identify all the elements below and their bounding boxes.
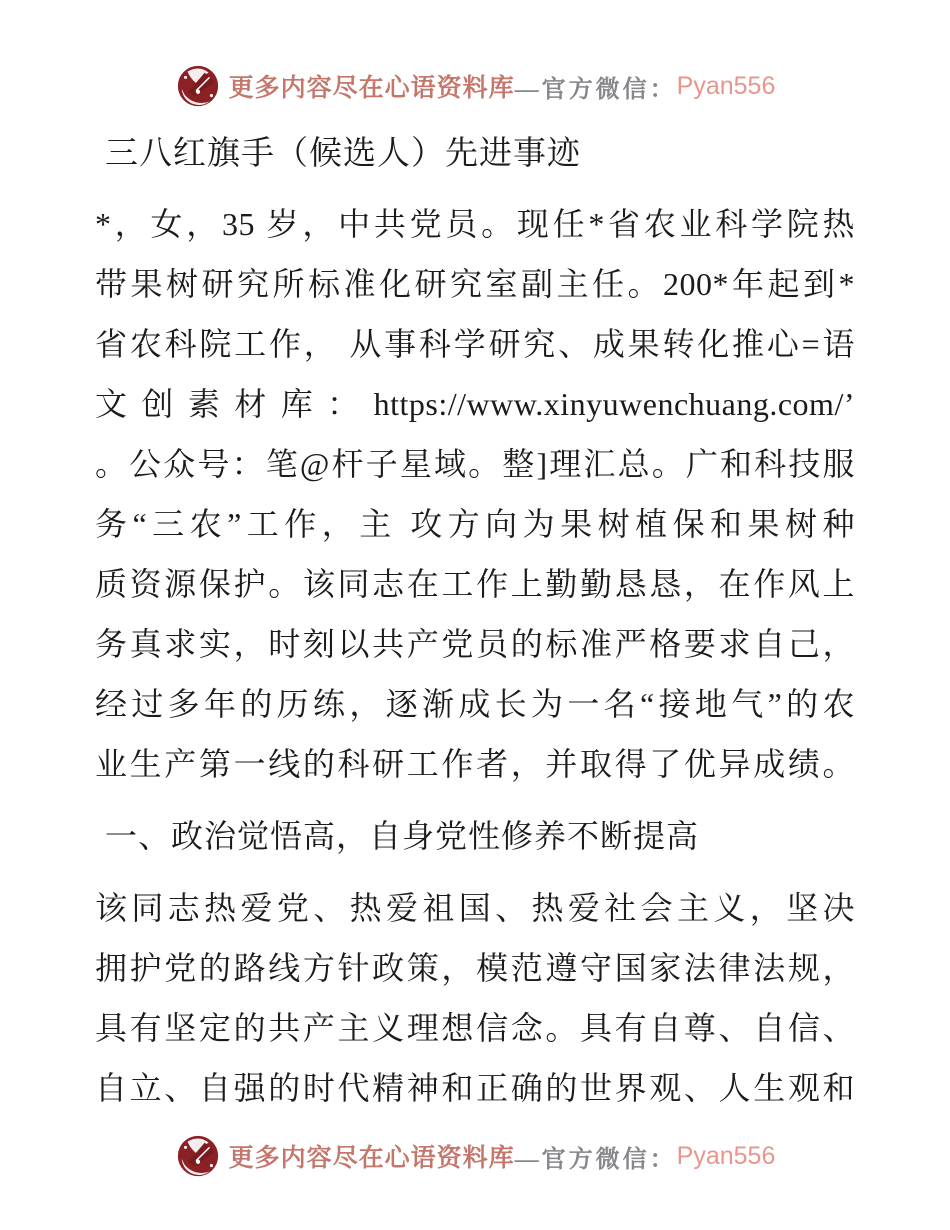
pen-nib-seal-icon [175,63,221,109]
text-line: 务真求实，时刻以共产党员的标准严格要求自己， [95,626,855,662]
text-line: 省农科院工作， 从事科学研究、成果转化推心=语 [95,326,855,362]
section-heading-1: 一、政治觉悟高，自身党性修养不断提高 [105,818,700,854]
text-line: *，女，35 岁，中共党员。现任*省农业科学院热 [95,206,855,242]
text-line: 该同志热爱党、热爱祖国、热爱社会主义，坚决 [95,890,855,926]
footer-watermark [95,1132,855,1180]
paragraph-1 [95,194,855,794]
watermark-wechat-id: Pyan556 [676,1141,776,1170]
paragraph-2 [95,878,855,1118]
document-title: 三八红旗手（候选人）先进事迹 [105,136,581,172]
text-line: 质资源保护。该同志在工作上勤勤恳恳，在作风上 [95,566,855,602]
watermark-wechat-label: —官方微信： [514,1146,677,1173]
text-line: 文创素材库：https://www.xinyuwenchuang.com/’ [95,386,855,422]
watermark-wechat-id: Pyan556 [676,71,776,100]
header-watermark [95,62,855,110]
pen-nib-seal-icon [175,1133,221,1179]
text-line: 业生产第一线的科研工作者，并取得了优异成绩。 [95,746,855,782]
text-line: 。公众号：笔@杆子星域。整]理汇总。广和科技服 [95,446,855,482]
text-line: 务“三农”工作，主 攻方向为果树植保和果树种 [95,506,855,542]
text-line: 经过多年的历练，逐渐成长为一名“接地气”的农 [95,686,855,722]
watermark-brand-text: 更多内容尽在心语资料库 [228,1145,515,1172]
watermark-wechat-label: —官方微信： [514,76,677,103]
text-line: 拥护党的路线方针政策，模范遵守国家法律法规， [95,950,855,986]
text-line: 具有坚定的共产主义理想信念。具有自尊、自信、 [95,1010,855,1046]
text-line: 自立、自强的时代精神和正确的世界观、人生观和 [95,1070,855,1106]
watermark-brand-text: 更多内容尽在心语资料库 [228,75,515,102]
text-line: 带果树研究所标准化研究室副主任。200*年起到* [95,266,855,302]
